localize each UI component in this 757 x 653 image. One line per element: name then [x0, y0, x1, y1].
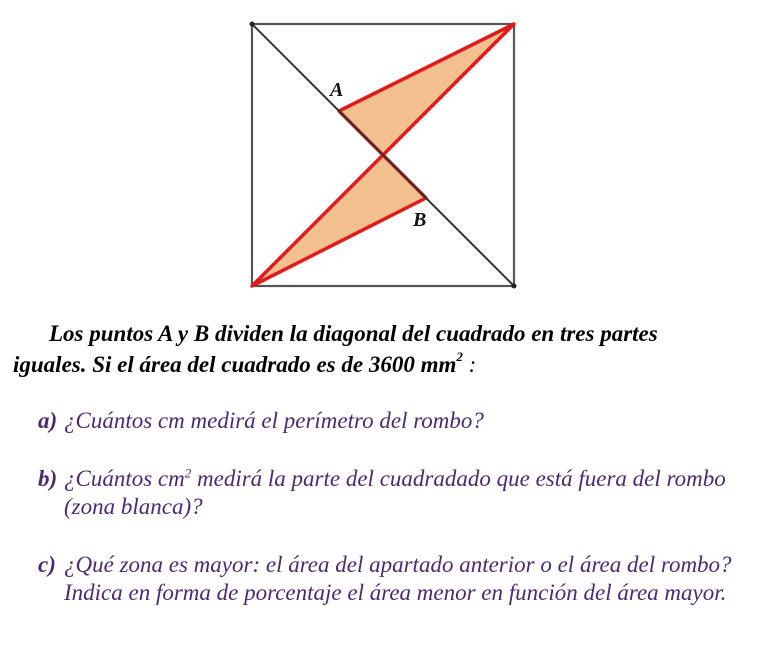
point-a-label: A [330, 79, 344, 101]
question-a [38, 407, 757, 435]
question-text: ¿Cuántos cm [64, 466, 185, 491]
question-text-continued: medirá la parte del cuadradado que está fuera del rombo (zona blanca)? [64, 466, 726, 519]
statement-line-2-text: iguales. Si el área del cuadrado es de 3600 mm [13, 352, 457, 377]
geometry-figure [248, 20, 520, 292]
question-letter: a) [38, 408, 58, 433]
point-b-label: B [413, 209, 427, 231]
exponent: 2 [456, 349, 463, 365]
question-c [38, 551, 757, 607]
question-letter: b) [38, 466, 58, 491]
corner-dot [250, 22, 255, 27]
exponent: 2 [184, 465, 192, 481]
question-text: ¿Cuántos cm medirá el perímetro del rombo? [64, 408, 484, 433]
question-text: ¿Qué zona es mayor: el área del apartado anterior o el área del rombo? Indica en forma de porcentaje el área menor en función del área mayor. [64, 552, 732, 605]
question-b [38, 465, 757, 521]
statement-line-1 [13, 318, 733, 349]
problem-statement [13, 318, 733, 380]
statement-line-1-text: Los puntos A y B dividen la diagonal del cuadrado en tres partes [49, 321, 658, 346]
square-rhombus-diagram [248, 20, 520, 292]
statement-line-2 [13, 349, 733, 380]
question-letter: c) [38, 552, 56, 577]
statement-colon: : [462, 352, 477, 377]
corner-dot [512, 284, 517, 289]
